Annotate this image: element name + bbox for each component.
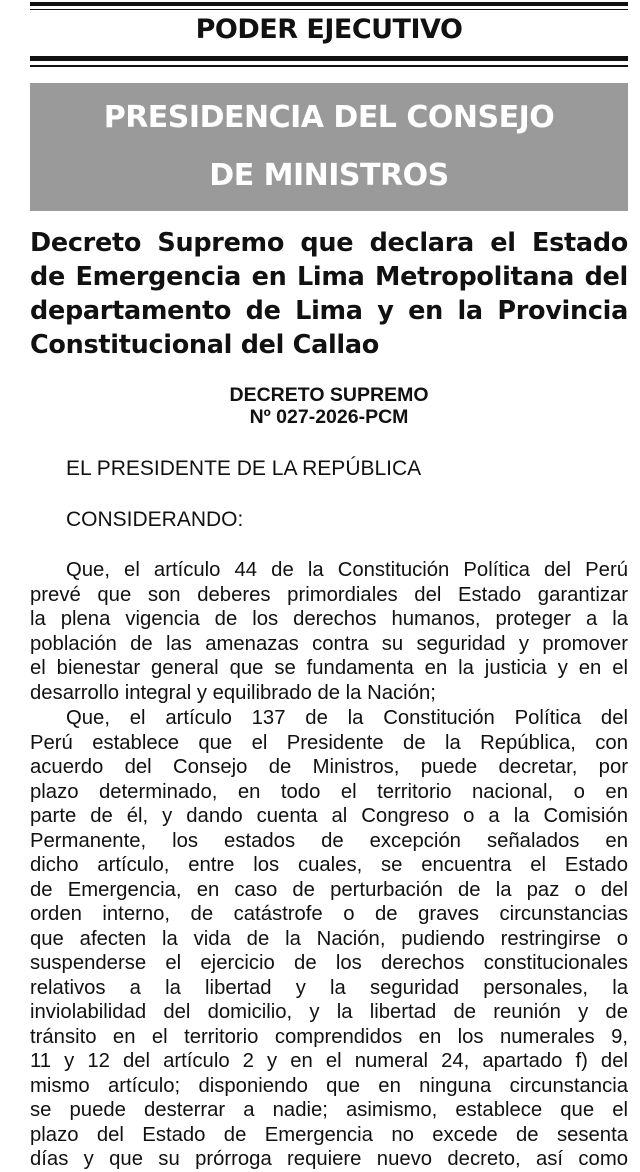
ministry-line-2: DE MINISTROS [209, 158, 449, 193]
title-line: de Emergencia en Lima Metropolitana del [30, 262, 628, 292]
top-rule [30, 2, 628, 6]
paragraph-line: población de las amenazas contra su seguridad y promover [30, 632, 628, 655]
paragraph-line: inviolabilidad del domicilio, y la libertad de reunión y de [30, 1001, 628, 1023]
paragraph-line: desarrollo integral y equilibrado de la Nación; [30, 681, 436, 704]
decree-title [30, 226, 628, 362]
paragraph-line: mismo artículo; disponiendo que en ninguna circunstancia [30, 1074, 628, 1097]
paragraph-line: Perú establece que el Presidente de la República, con [30, 731, 628, 754]
paragraph-line: relativos a la libertad y la seguridad personales, la [30, 976, 628, 999]
paragraph-article-137 [30, 706, 628, 1172]
paragraph-article-44 [30, 558, 628, 705]
president-line: EL PRESIDENTE DE LA REPÚBLICA [66, 457, 422, 480]
title-line: Decreto Supremo que declara el Estado [30, 228, 628, 258]
paragraph-line: prevé que son deberes primordiales del Estado garantizar [30, 583, 628, 606]
paragraph-line: acuerdo del Consejo de Ministros, puede decretar, por [30, 756, 628, 778]
paragraph-line: orden interno, de catástrofe o de graves circunstancias [30, 903, 628, 925]
paragraph-line: parte de él, y dando cuenta al Congreso o a la Comisión [30, 805, 628, 827]
decree-number: Nº 027-2026-PCM [249, 406, 409, 428]
paragraph-line: se puede desterrar a nadie; asimismo, establece que el [30, 1099, 628, 1121]
paragraph-line: plazo del Estado de Emergencia no excede de sesenta [30, 1123, 628, 1146]
decree-name: DECRETO SUPREMO [229, 384, 429, 406]
top-rule-thin [30, 9, 628, 10]
paragraph-line: días y que su prórroga requiere nuevo decreto, así como [30, 1148, 628, 1170]
paragraph-line: Que, el artículo 137 de la Constitución Política del [66, 707, 628, 729]
paragraph-line: Que, el artículo 44 de la Constitución Política del Perú [66, 559, 628, 581]
paragraph-line: Permanente, los estados de excepción señalados en [30, 829, 628, 852]
title-line: Constitucional del Callao [30, 330, 379, 360]
paragraph-line: plazo determinado, en todo el territorio nacional, o en [30, 780, 628, 803]
paragraph-line: de Emergencia, en caso de perturbación de la paz o del [30, 878, 628, 901]
section-heading: PODER EJECUTIVO [195, 14, 463, 45]
considering-heading: CONSIDERANDO: [66, 508, 244, 531]
paragraph-line: 11 y 12 del artículo 2 y en el numeral 24, apartado f) del [30, 1050, 628, 1072]
paragraph-line: la plena vigencia de los derechos humanos, proteger a la [30, 608, 628, 630]
title-line: departamento de Lima y en la Provincia [30, 296, 628, 326]
section-rule [30, 56, 628, 61]
paragraph-line: suspenderse el ejercicio de los derechos constitucionales [30, 952, 628, 974]
section-rule-thin [30, 65, 628, 67]
paragraph-line: dicho artículo, entre los cuales, se encuentra el Estado [30, 854, 628, 876]
paragraph-line: el bienestar general que se fundamenta en la justicia y en el [30, 657, 628, 679]
decree-heading [30, 384, 628, 428]
paragraph-line: que afecten la vida de la Nación, pudiendo restringirse o [30, 927, 628, 950]
paragraph-line: tránsito en el territorio comprendidos en los numerales 9, [30, 1025, 628, 1048]
ministry-line-1: PRESIDENCIA DEL CONSEJO [103, 100, 555, 135]
ministry-banner [30, 83, 628, 211]
